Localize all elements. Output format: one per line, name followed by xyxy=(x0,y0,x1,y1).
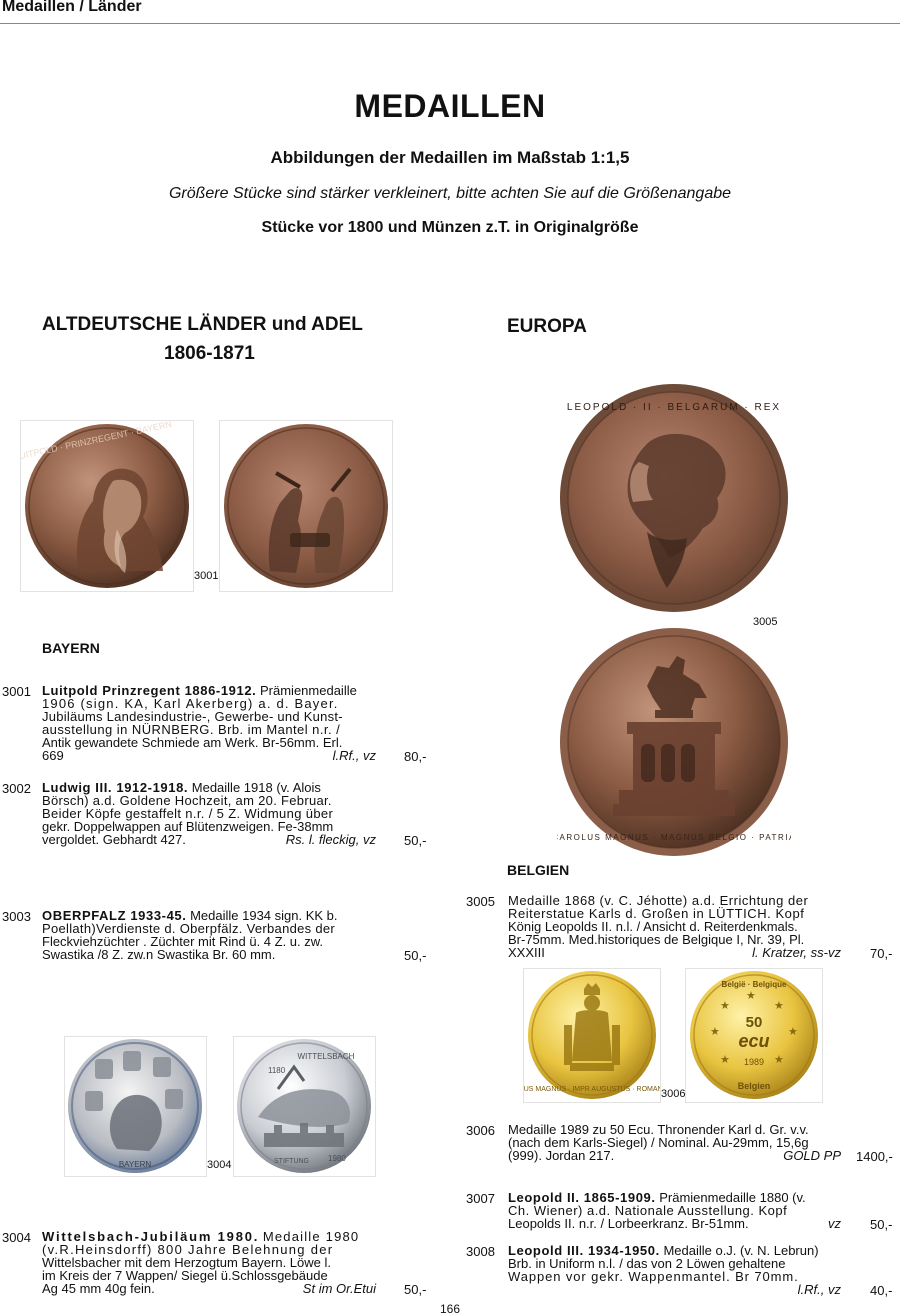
lot-text-line: Börsch) a.d. Goldene Hochzeit, am 20. Februar. xyxy=(42,793,332,808)
lot-text-line: vergoldet. Gebhardt 427. xyxy=(42,832,186,847)
lot-description-3001 xyxy=(42,684,376,762)
lot-title-3001: Luitpold Prinzregent 1886-1912. xyxy=(42,683,257,698)
lot-number-3007: 3007 xyxy=(466,1191,495,1206)
lot-title-3003: OBERPFALZ 1933-45. xyxy=(42,908,187,923)
lot-number-3004: 3004 xyxy=(2,1230,31,1245)
subtitle-note: Größere Stücke sind stärker verkleinert, bitte achten Sie auf die Größenangabe xyxy=(168,185,732,202)
medal-3006-obverse-photo xyxy=(523,968,661,1103)
lot-text-line: König Leopolds II. n.l. / Ansicht d. Reiterdenkmals. xyxy=(508,919,798,934)
lot-description-3003 xyxy=(42,909,376,961)
svg-text:★: ★ xyxy=(788,1026,798,1038)
lot-text-line: Prämienmedaille xyxy=(260,683,357,698)
lot-text-line: XXXIII xyxy=(508,945,545,960)
lot-text-line: Fleckviehzüchter . Züchter mit Rind ü. 4 Z. u. zw. xyxy=(42,934,324,949)
lot-title-3007: Leopold II. 1865-1909. xyxy=(508,1190,656,1205)
svg-text:★: ★ xyxy=(720,1000,730,1012)
lot-description-3008 xyxy=(508,1244,841,1296)
region-heading-belgien: BELGIEN xyxy=(507,862,570,878)
svg-text:★: ★ xyxy=(774,1000,784,1012)
page-title: MEDAILLEN xyxy=(354,88,546,124)
lot-text-line: gekr. Doppelwappen auf Blütenzweigen. Fe-38mm xyxy=(42,819,334,834)
lot-text-line: (999). Jordan 217. xyxy=(508,1148,615,1163)
lot-grade-3006: GOLD PP xyxy=(783,1148,841,1163)
medal-3001-legend: LUITPOLD · PRINZREGENT · BAYERN xyxy=(21,421,173,463)
medal-3001-obverse-photo xyxy=(20,420,194,592)
section-heading-europa: EUROPA xyxy=(507,316,587,337)
running-header: Medaillen / Länder xyxy=(2,0,142,15)
subtitle-original-size: Stücke vor 1800 und Münzen z.T. in Originalgröße xyxy=(261,219,639,236)
image-label-3006: 3006 xyxy=(661,1088,686,1100)
lot-text-line: Brb. in Uniform n.l. / das von 2 Löwen gehaltene xyxy=(508,1256,786,1271)
lot-text-line: (v.R.Heinsdorff) 800 Jahre Belehnung der xyxy=(42,1242,334,1257)
medal-3006-reverse-value: 50 xyxy=(745,1014,763,1031)
lot-text-line: Medaille 1934 sign. KK b. xyxy=(190,908,338,923)
header-divider xyxy=(0,23,900,24)
lot-title-3008: Leopold III. 1934-1950. xyxy=(508,1243,660,1258)
lot-text-line: Medaille o.J. (v. N. Lebrun) xyxy=(663,1243,819,1258)
lot-price-3003: 50,- xyxy=(404,948,427,963)
section-heading-years: 1806-1871 xyxy=(164,343,255,364)
lot-text-line: Wittelsbacher mit dem Herzogtum Bayern. Löwe l. xyxy=(42,1255,331,1270)
lot-number-3003: 3003 xyxy=(2,909,31,924)
lot-text-line: Reiterstatue Karls d. Großen in LÜTTICH. Kopf xyxy=(508,906,805,921)
lot-description-3002 xyxy=(42,781,376,846)
subtitle-scale: Abbildungen der Medaillen im Maßstab 1:1,5 xyxy=(270,148,630,167)
lot-text-line: Medaille 1980 xyxy=(262,1229,360,1244)
medal-3004-reverse-photo xyxy=(233,1036,376,1177)
lot-text-line: Ch. Wiener) a.d. Nationale Ausstellung. Kopf xyxy=(508,1203,788,1218)
lot-text-line: Medaille 1989 zu 50 Ecu. Thronender Karl d. Gr. v.v. xyxy=(508,1122,809,1137)
medal-3006-reverse-year: 1989 xyxy=(743,1057,765,1067)
lot-price-3005: 70,- xyxy=(870,946,893,961)
medal-3006-reverse-photo xyxy=(685,968,823,1103)
medal-3005-reverse-legend: CAROLUS MAGNUS · MAGNUS BELGIO · PATRIA xyxy=(557,833,791,842)
lot-price-3002: 50,- xyxy=(404,833,427,848)
medal-3006-reverse-bottom: Belgien xyxy=(737,1081,771,1091)
image-label-3004: 3004 xyxy=(207,1159,232,1171)
lot-grade-3007: vz xyxy=(828,1216,841,1231)
lot-number-3006: 3006 xyxy=(466,1123,495,1138)
lot-grade-3004: St im Or.Etui xyxy=(302,1281,376,1296)
lot-number-3001: 3001 xyxy=(2,684,31,699)
lot-text-line: (nach dem Karls-Siegel) / Nominal. Au-29mm, 15,6g xyxy=(508,1135,809,1150)
lot-description-3004 xyxy=(42,1230,376,1295)
lot-text-line: im Kreis der 7 Wappen/ Siegel ü.Schlossgebäude xyxy=(42,1268,328,1283)
lot-price-3004: 50,- xyxy=(404,1282,427,1297)
page-number: 166 xyxy=(439,1302,461,1316)
lot-text-line: 1906 (sign. KA, Karl Akerberg) a. d. Bayer. xyxy=(42,696,339,711)
lot-number-3005: 3005 xyxy=(466,894,495,909)
lot-text-line: Swastika /8 Z. zw.n Swastika Br. 60 mm. xyxy=(42,947,276,962)
medal-3006-obverse-legend: US MAGNUS · IMPR AUGUSTUS · ROMA xyxy=(524,1086,658,1093)
lot-text-line: ausstellung in NÜRNBERG. Brb. im Mantel n.r. / xyxy=(42,722,341,737)
lot-grade-3002: Rs. l. fleckig, vz xyxy=(285,832,376,847)
lot-text-line: Medaille 1868 (v. C. Jéhotte) a.d. Errichtung der xyxy=(508,893,809,908)
image-label-3001: 3001 xyxy=(194,570,219,582)
lot-title-3002: Ludwig III. 1912-1918. xyxy=(42,780,189,795)
lot-price-3006: 1400,- xyxy=(856,1149,893,1164)
medal-3005-obverse-legend: LEOPOLD · II · BELGARUM · REX xyxy=(566,402,782,413)
medal-3001-reverse-photo xyxy=(219,420,393,592)
lot-text-line: Br-75mm. Med.historiques de Belgique I, Nr. 39, Pl. xyxy=(508,932,805,947)
lot-grade-3008: l.Rf., vz xyxy=(797,1282,841,1297)
lot-text-line: 669 xyxy=(42,748,64,763)
lot-text-line: Ag 45 mm 40g fein. xyxy=(42,1281,155,1296)
lot-text-line: Jubiläums Landesindustrie-, Gewerbe- und Kunst- xyxy=(42,709,343,724)
lot-text-line: Wappen vor gekr. Wappenmantel. Br 70mm. xyxy=(508,1269,799,1284)
region-heading-bayern: BAYERN xyxy=(42,640,100,656)
medal-3006-reverse-ecu: ecu xyxy=(738,1031,770,1051)
lot-text-line: Beider Köpfe gestaffelt n.r. / 5 Z. Widmung über xyxy=(42,806,334,821)
svg-text:★: ★ xyxy=(720,1054,730,1066)
lot-text-line: Poellath)Verdienste d. Oberpfälz. Verbandes der xyxy=(42,921,336,936)
lot-description-3006 xyxy=(508,1123,841,1162)
lot-text-line: Antik gewandete Schmiede am Werk. Br-56mm. Erl. xyxy=(42,735,343,750)
lot-price-3007: 50,- xyxy=(870,1217,893,1232)
medal-3005-obverse-photo xyxy=(557,382,791,614)
lot-price-3008: 40,- xyxy=(870,1283,893,1298)
lot-number-3002: 3002 xyxy=(2,781,31,796)
lot-title-3004: Wittelsbach-Jubiläum 1980. xyxy=(42,1229,260,1244)
svg-text:★: ★ xyxy=(710,1026,720,1038)
lot-text-line: Prämienmedaille 1880 (v. xyxy=(659,1190,806,1205)
medal-3004-year-end: 1980 xyxy=(328,1154,346,1163)
lot-number-3008: 3008 xyxy=(466,1244,495,1259)
medal-3004-reverse-bottom: STIFTUNG xyxy=(274,1158,309,1165)
lot-price-3001: 80,- xyxy=(404,749,427,764)
lot-grade-3001: l.Rf., vz xyxy=(332,748,376,763)
lot-grade-3005: l. Kratzer, ss-vz xyxy=(752,945,841,960)
lot-description-3007 xyxy=(508,1191,841,1230)
svg-text:★: ★ xyxy=(774,1054,784,1066)
section-heading-altdeutsche: ALTDEUTSCHE LÄNDER und ADEL xyxy=(42,314,363,335)
medal-3005-reverse-photo xyxy=(557,626,791,858)
lot-text-line: Leopolds II. n.r. / Lorbeerkranz. Br-51mm. xyxy=(508,1216,749,1231)
medal-3004-obverse-label: BAYERN xyxy=(118,1160,152,1169)
image-label-3005: 3005 xyxy=(753,616,778,628)
svg-text:★: ★ xyxy=(746,990,756,1002)
medal-3006-reverse-top: België · Belgique xyxy=(721,980,787,989)
medal-3004-obverse-photo xyxy=(64,1036,207,1177)
medal-3004-year-start: 1180 xyxy=(268,1066,286,1075)
lot-description-3005 xyxy=(508,894,841,959)
lot-text-line: Medaille 1918 (v. Alois xyxy=(191,780,321,795)
medal-3004-reverse-top: WITTELSBACH xyxy=(297,1052,355,1061)
